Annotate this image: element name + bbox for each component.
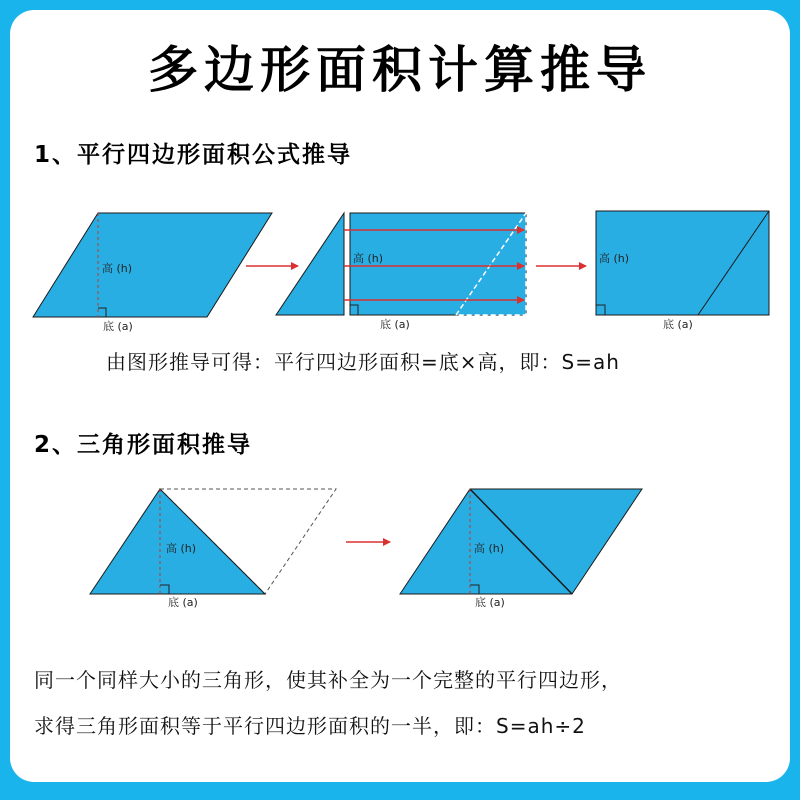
triangle-figure: [90, 489, 336, 609]
base-label: 底 (a): [663, 318, 693, 331]
triangle-explanation-line2: 求得三角形面积等于平行四边形面积的一半，即：S=ah÷2: [34, 714, 586, 738]
rectangle-figure: [596, 211, 769, 331]
cut-triangle-left: [276, 213, 344, 315]
section2-heading: 2、三角形面积推导: [34, 432, 253, 458]
parallelogram-conclusion: 由图形推导可得：平行四边形面积=底×高，即：S=ah: [106, 350, 620, 374]
triangle-explanation-line1: 同一个同样大小的三角形，使其补全为一个完整的平行四边形，: [34, 668, 622, 692]
height-label: 高 (h): [474, 542, 505, 555]
page-title: 多边形面积计算推导: [148, 41, 652, 99]
height-label: 高 (h): [166, 542, 197, 555]
base-label: 底 (a): [380, 318, 410, 331]
parallelogram-figure-1: [33, 213, 272, 333]
base-label: 底 (a): [168, 596, 198, 609]
parallelogram-shape: [33, 213, 272, 317]
parallelogram-figure-2: [276, 213, 526, 331]
height-label: 高 (h): [102, 262, 133, 275]
base-label: 底 (a): [475, 596, 505, 609]
height-label: 高 (h): [353, 252, 384, 265]
completed-parallelogram-figure: [400, 489, 642, 609]
base-label: 底 (a): [103, 320, 133, 333]
height-label: 高 (h): [599, 252, 630, 265]
section1-heading: 1、平行四边形面积公式推导: [34, 142, 353, 168]
